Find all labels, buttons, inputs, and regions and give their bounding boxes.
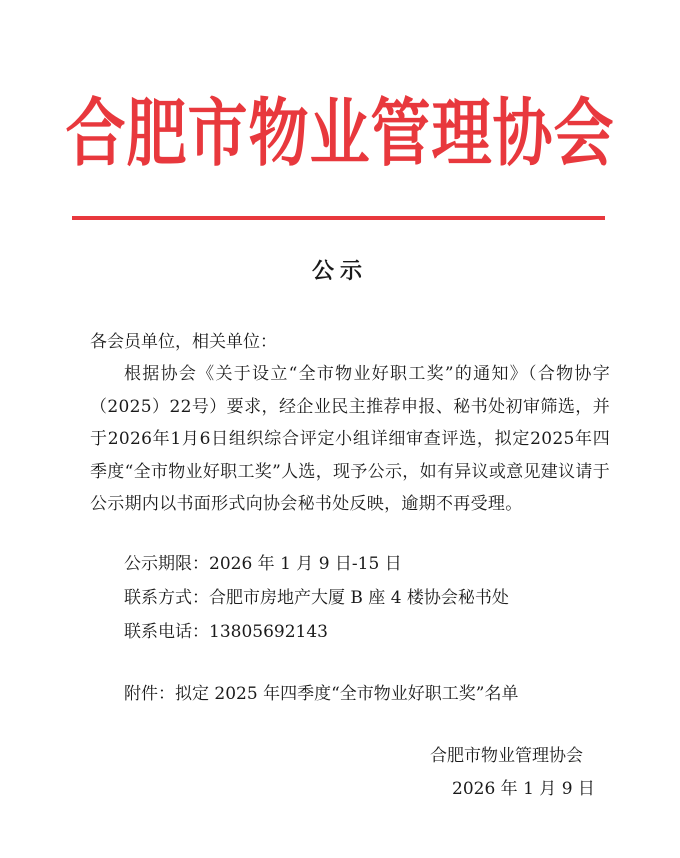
letterhead-org-name: 合肥市物业管理协会 [65, 91, 615, 177]
letterhead-red-rule [72, 216, 605, 220]
contact-phone: 联系电话：13805692143 [124, 622, 328, 642]
contact-address: 联系方式：合肥市房地产大厦 B 座 4 楼协会秘书处 [124, 588, 509, 608]
signature-date: 2026 年 1 月 9 日 [452, 779, 595, 799]
attachment-note: 附件：拟定 2025 年四季度“全市物业好职工奖”名单 [124, 684, 519, 704]
publicity-period: 公示期限：2026 年 1 月 9 日-15 日 [124, 554, 402, 574]
signature-organization: 合肥市物业管理协会 [430, 746, 583, 766]
main-paragraph: 根据协会《关于设立“全市物业好职工奖”的通知》（合物协字（2025）22号）要求，经企业民主推荐申报、秘书处初审筛选，并于2026年1月6日组织综合评定小组详细审查评选，拟定2025年四季度“全市物业好职工奖”人选，现予公示，如有异议或意见建议请于公示期内以书面形式向协会秘书处反映，逾期不再受理。 [90, 364, 610, 514]
document-title: 公示 [311, 259, 368, 284]
salutation: 各会员单位，相关单位： [90, 332, 277, 352]
